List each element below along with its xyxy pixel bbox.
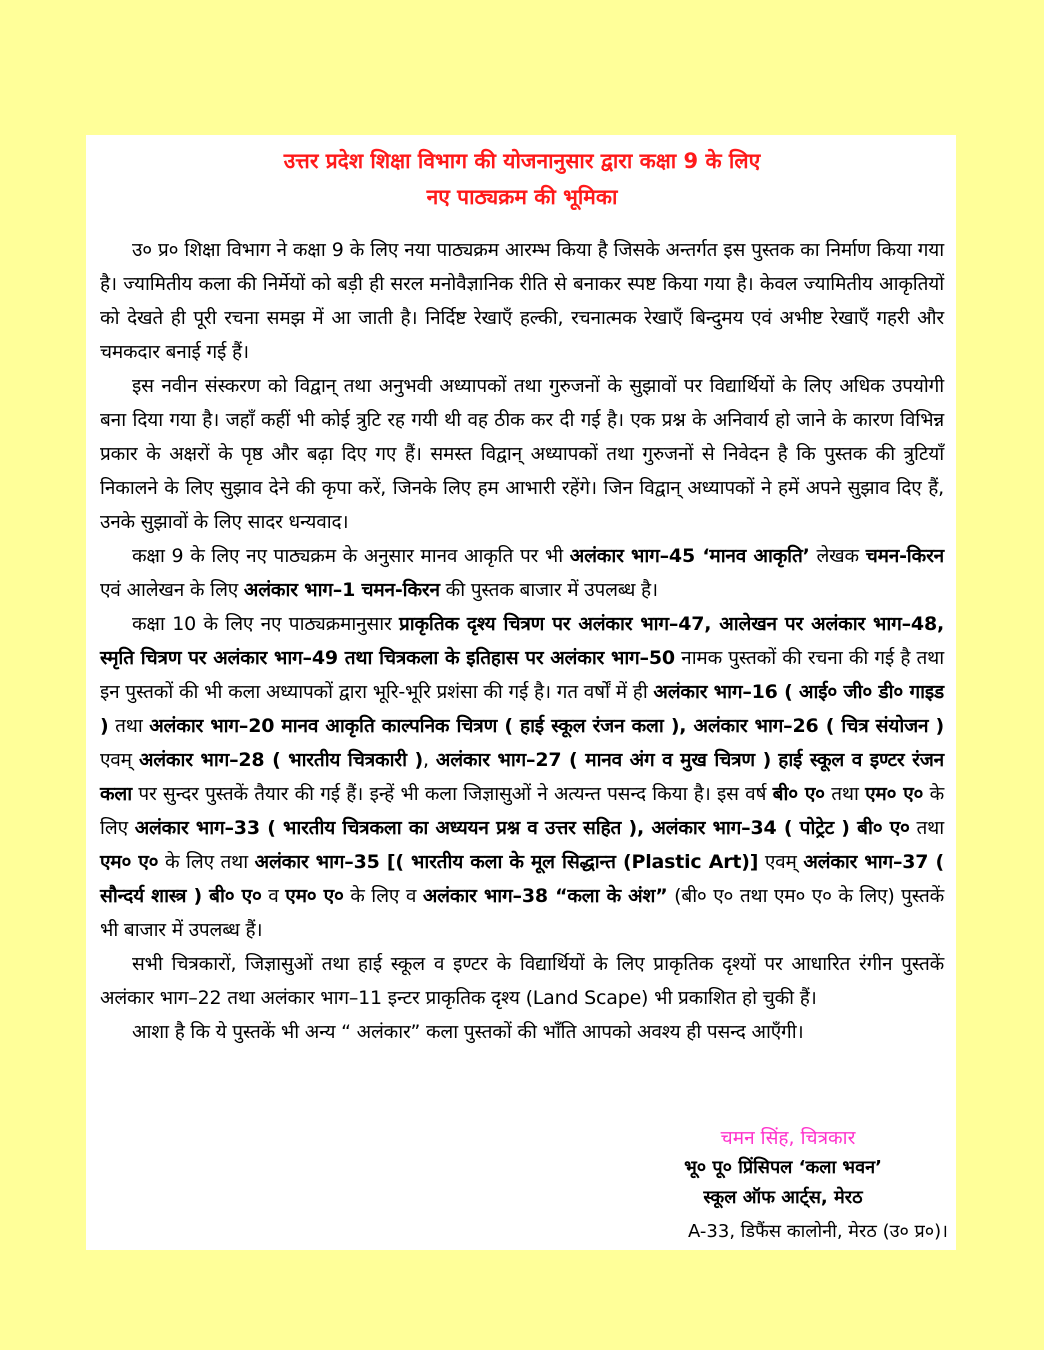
paragraph-text: एवम् bbox=[100, 749, 139, 771]
paragraph-text: इस नवीन संस्करण को विद्वान् तथा अनुभवी अध्यापकों तथा गुरुजनों के सुझावों पर विद्यार्थियों के लिए अधिक उपयोगी बना दिया गया है। जहाँ कहीं भी कोई त्रुटि रह गयी थी वह ठीक कर दी गई है। एक प्रश्न के अनिवार्य हो जाने के कारण विभिन्न प्रकार के अक्षरों के पृष्ठ और बढ़ा दिए गए हैं। समस्त विद्वान् अध्यापकों तथा गुरुजनों से निवेदन है कि पुस्तक की त्रुटियाँ निकालने के लिए सुझाव देने की कृपा करें, जिनके लिए हम आभारी रहेंगे। जिन विद्वान् अध्यापकों ने हमें अपने सुझाव दिए हैं, उनके सुझावों के लिए सादर धन्यवाद। bbox=[100, 375, 944, 533]
paragraph-2 bbox=[100, 369, 944, 539]
document-title bbox=[100, 143, 944, 215]
degree-reference: एम० ए० bbox=[285, 885, 344, 907]
paragraph-text: एवं आलेखन के लिए bbox=[100, 579, 244, 601]
signature-school: स्कूल ऑफ आर्ट्स, मेरठ bbox=[703, 1187, 863, 1208]
book-reference: अलंकार भाग–20 मानव आकृति काल्पनिक चित्रण ( हाई स्कूल रंजन कला ), अलंकार भाग–26 ( चित्र संयोजन ) bbox=[149, 715, 944, 737]
paragraph-text: पर सुन्दर पुस्तकें तैयार की गई हैं। इन्हें भी कला जिज्ञासुओं ने अत्यन्त पसन्द किया है। इस वर्ष bbox=[132, 783, 773, 805]
book-reference: अलंकार भाग–37 ( सौन्दर्य शास्त्र ) बी० ए० bbox=[100, 851, 945, 907]
paragraph-text: (बी० ए० तथा एम० ए० के लिए) पुस्तकें भी बाजार में उपलब्ध हैं। bbox=[100, 885, 944, 941]
course-reference: हाई स्कूल व इण्टर रंजन कला bbox=[100, 749, 944, 805]
title-line-1: उत्तर प्रदेश शिक्षा विभाग की योजनानुसार द्वारा कक्षा 9 के लिए bbox=[283, 149, 761, 173]
paragraph-text: व bbox=[261, 885, 286, 907]
signature-title: भू० पू० प्रिंसिपल ‘कला भवन’ bbox=[684, 1157, 882, 1178]
paragraph-text: तथा bbox=[108, 715, 150, 737]
paragraph-text: तथा bbox=[909, 817, 944, 839]
paragraph-text: कक्षा 9 के लिए नए पाठ्यक्रम के अनुसार मानव आकृति पर भी bbox=[132, 545, 570, 567]
paragraph-5 bbox=[100, 947, 944, 1015]
signature-name: चमन सिंह, चित्रकार bbox=[720, 1127, 856, 1149]
book-reference: अलंकार भाग–1 चमन-किरन bbox=[243, 579, 440, 601]
book-reference: अलंकार भाग–45 ‘मानव आकृति’ bbox=[569, 545, 810, 567]
book-reference: अलंकार भाग–33 ( भारतीय चित्रकला का अध्ययन प्रश्न व उत्तर सहित ), अलंकार भाग–34 ( पोट्रेट ) बी० ए० bbox=[134, 817, 910, 839]
paragraph-6 bbox=[100, 1015, 944, 1049]
paragraph-text: उ० प्र० शिक्षा विभाग ने कक्षा 9 के लिए नया पाठ्यक्रम आरम्भ किया है जिसके अन्तर्गत इस पुस्तक का निर्माण किया गया है। ज्यामितीय कला की निर्मेयों को बड़ी ही सरल मनोवैज्ञानिक रीति से बनाकर स्पष्ट किया गया है। केवल ज्यामितीय आकृतियों को देखते ही पूरी रचना समझ में आ जाती है। निर्दिष्ट रेखाएँ हल्की, रचनात्मक रेखाएँ बिन्दुमय एवं अभीष्ट रेखाएँ गहरी और चमकदार बनाई गई हैं। bbox=[100, 239, 944, 363]
book-reference: अलंकार भाग–28 ( भारतीय चित्रकारी ) bbox=[138, 749, 423, 771]
paragraph-text: के लिए व bbox=[343, 885, 423, 907]
degree-reference: बी० ए० bbox=[772, 783, 825, 805]
paragraph-text: तथा bbox=[824, 783, 866, 805]
paragraph-text: , bbox=[422, 749, 436, 771]
author-name: चमन-किरन bbox=[865, 545, 944, 567]
paragraph-text: कक्षा 10 के लिए नए पाठ्यक्रमानुसार bbox=[132, 613, 399, 635]
paragraph-4 bbox=[100, 607, 944, 947]
paragraph-text: के लिए तथा bbox=[158, 851, 255, 873]
book-reference: अलंकार भाग–16 ( आई० जी० डी० गाइड ) bbox=[100, 681, 944, 737]
title-line-2: नए पाठ्यक्रम की भूमिका bbox=[426, 185, 618, 209]
degree-reference: एम० ए० bbox=[100, 851, 159, 873]
document-sheet bbox=[86, 135, 956, 1250]
book-reference: प्राकृतिक दृश्य चित्रण पर अलंकार भाग–47, आलेखन पर अलंकार भाग–48, स्मृति चित्रण पर अलंकार भाग–49 तथा चित्रकला के इतिहास पर अलंकार भाग–50 bbox=[100, 613, 944, 669]
book-reference: अलंकार भाग–27 ( मानव अंग व मुख चित्रण ) bbox=[435, 749, 772, 771]
book-reference: अलंकार भाग–38 “कला के अंश” bbox=[422, 885, 668, 907]
paragraph-text: सभी चित्रकारों, जिज्ञासुओं तथा हाई स्कूल व इण्टर के विद्यार्थियों के लिए प्राकृतिक दृश्यों पर आधारित रंगीन पुस्तकें अलंकार भाग–22 तथा अलंकार भाग–11 इन्टर प्राकृतिक दृश्य (Land Scape) भी प्रकाशित हो चुकी हैं। bbox=[100, 953, 944, 1009]
paragraph-text: आशा है कि ये पुस्तकें भी अन्य “ अलंकार” कला पुस्तकों की भाँति आपको अवश्य ही पसन्द आएँगी। bbox=[132, 1021, 804, 1043]
paragraph-3 bbox=[100, 539, 944, 607]
paragraph-text: नामक पुस्तकों की रचना की गई है तथा इन पुस्तकों की भी कला अध्यापकों द्वारा भूरि-भूरि प्रशंसा की गई है। गत वर्षों में ही bbox=[100, 647, 944, 703]
signature-address: A-33, डिफैंस कालोनी, मेरठ (उ० प्र०)। bbox=[688, 1221, 948, 1242]
paragraph-text: लेखक bbox=[809, 545, 866, 567]
paragraph-text: के लिए bbox=[100, 783, 944, 839]
degree-reference: एम० ए० bbox=[865, 783, 924, 805]
book-reference: अलंकार भाग–35 [( भारतीय कला के मूल सिद्धान्त (Plastic Art)] bbox=[254, 851, 759, 873]
paragraph-text: की पुस्तक बाजार में उपलब्ध है। bbox=[439, 579, 658, 601]
paragraph-text: एवम् bbox=[758, 851, 804, 873]
signature-block bbox=[588, 1123, 948, 1249]
paragraph-1 bbox=[100, 233, 944, 369]
preface-body bbox=[100, 233, 944, 1049]
